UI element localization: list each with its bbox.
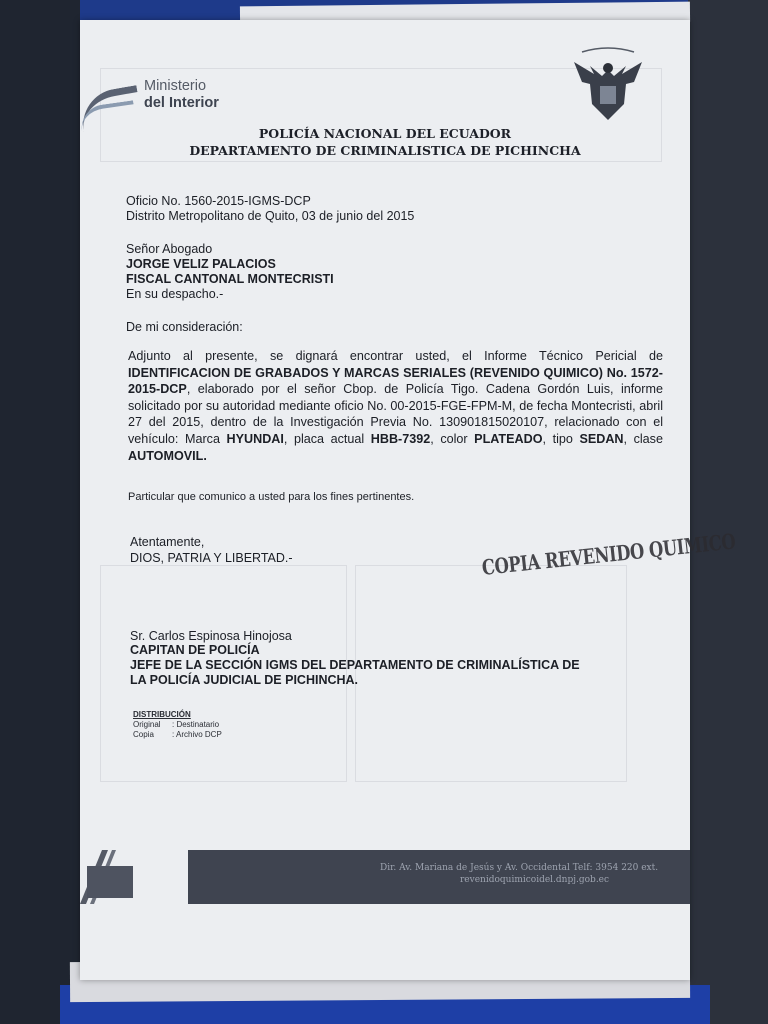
signatory-name: Sr. Carlos Espinosa Hinojosa [130,629,292,643]
recipient-position: FISCAL CANTONAL MONTECRISTI [126,272,334,286]
institution-name: POLICÍA NACIONAL DEL ECUADOR [258,126,512,141]
closing-note: Particular que comunico a usted para los fines pertinentes. [128,491,415,503]
recipient-name: JORGE VELIZ PALACIOS [126,257,276,271]
signatory-title-1: JEFE DE LA SECCIÓN IGMS DEL DEPARTAMENTO DE CRIMINALÍSTICA DE [130,658,580,672]
vehicle-plate: HBB-7392 [370,431,431,446]
body-paragraph [128,348,663,464]
body-text-3: , placa actual [283,431,371,446]
greeting: De mi consideración: [126,320,243,334]
ministry-name [144,78,219,112]
background-left [0,0,80,1024]
bleed-through-grid [355,565,627,782]
body-text-6: , clase [623,431,663,446]
footer-square [87,866,133,898]
distribution-copy-label: Copia [133,730,154,739]
recipient-office: En su despacho.- [126,287,224,301]
body-text-2: , elaborado por el señor Cbop. de Policía Tigo. Cadena Gordón Luis, informe solicitado por su autoridad mediante oficio No. 00-2015-FGE-FPM-M, de fecha Montecristi, abril 27 del 2015, dentro de la Investigación Previa No. 130901815020107, relacionado con el vehículo: Marca [128,382,663,446]
farewell-line-2: DIOS, PATRIA Y LIBERTAD.- [130,551,293,565]
ministry-line-1: Ministerio [144,78,207,94]
vehicle-type: SEDAN [579,431,624,446]
distribution-original-label: Original [133,720,161,729]
body-text-1: Adjunto al presente, se dignará encontrar usted, el Informe Técnico Pericial de [128,349,663,363]
signatory-rank: CAPITAN DE POLICÍA [130,643,260,657]
department-name: DEPARTAMENTO DE CRIMINALISTICA DE PICHINCHA [189,143,581,158]
document-page [80,20,737,980]
footer-line-2: revenidoquimicoidel.dnpj.gob.ec [460,875,610,885]
vehicle-class: AUTOMOVIL. [128,448,207,463]
oficio-number: Oficio No. 1560-2015-IGMS-DCP [126,194,311,208]
distribution-heading: DISTRIBUCIÓN [133,710,191,719]
recipient-salutation: Señor Abogado [126,242,213,256]
background-right [688,0,768,1024]
footer-line-1: Dir. Av. Mariana de Jesús y Av. Occidental Telf: 3954 220 ext. [380,863,659,873]
distribution-copy-value: : Archivo DCP [172,730,222,739]
ministry-line-2: del Interior [144,95,219,111]
farewell-line-1: Atentamente, [130,535,205,549]
report-title: IDENTIFICACION DE GRABADOS Y MARCAS SERIALES (REVENIDO QUIMICO) No. 1572-2015-DCP [128,365,663,397]
place-and-date: Distrito Metropolitano de Quito, 03 de junio del 2015 [126,209,415,223]
copy-stamp: COPIA REVENIDO QUIMICO [480,528,737,580]
body-text-4: , color [430,431,475,446]
distribution-original-value: : Destinatario [172,720,220,729]
police-emblem-icon [568,48,648,128]
vehicle-brand: HYUNDAI [226,431,284,446]
footer-address [380,862,658,886]
signatory-title-2: LA POLICÍA JUDICIAL DE PICHINCHA. [130,673,359,687]
vehicle-color: PLATEADO [474,431,543,446]
body-text-5: , tipo [542,431,580,446]
